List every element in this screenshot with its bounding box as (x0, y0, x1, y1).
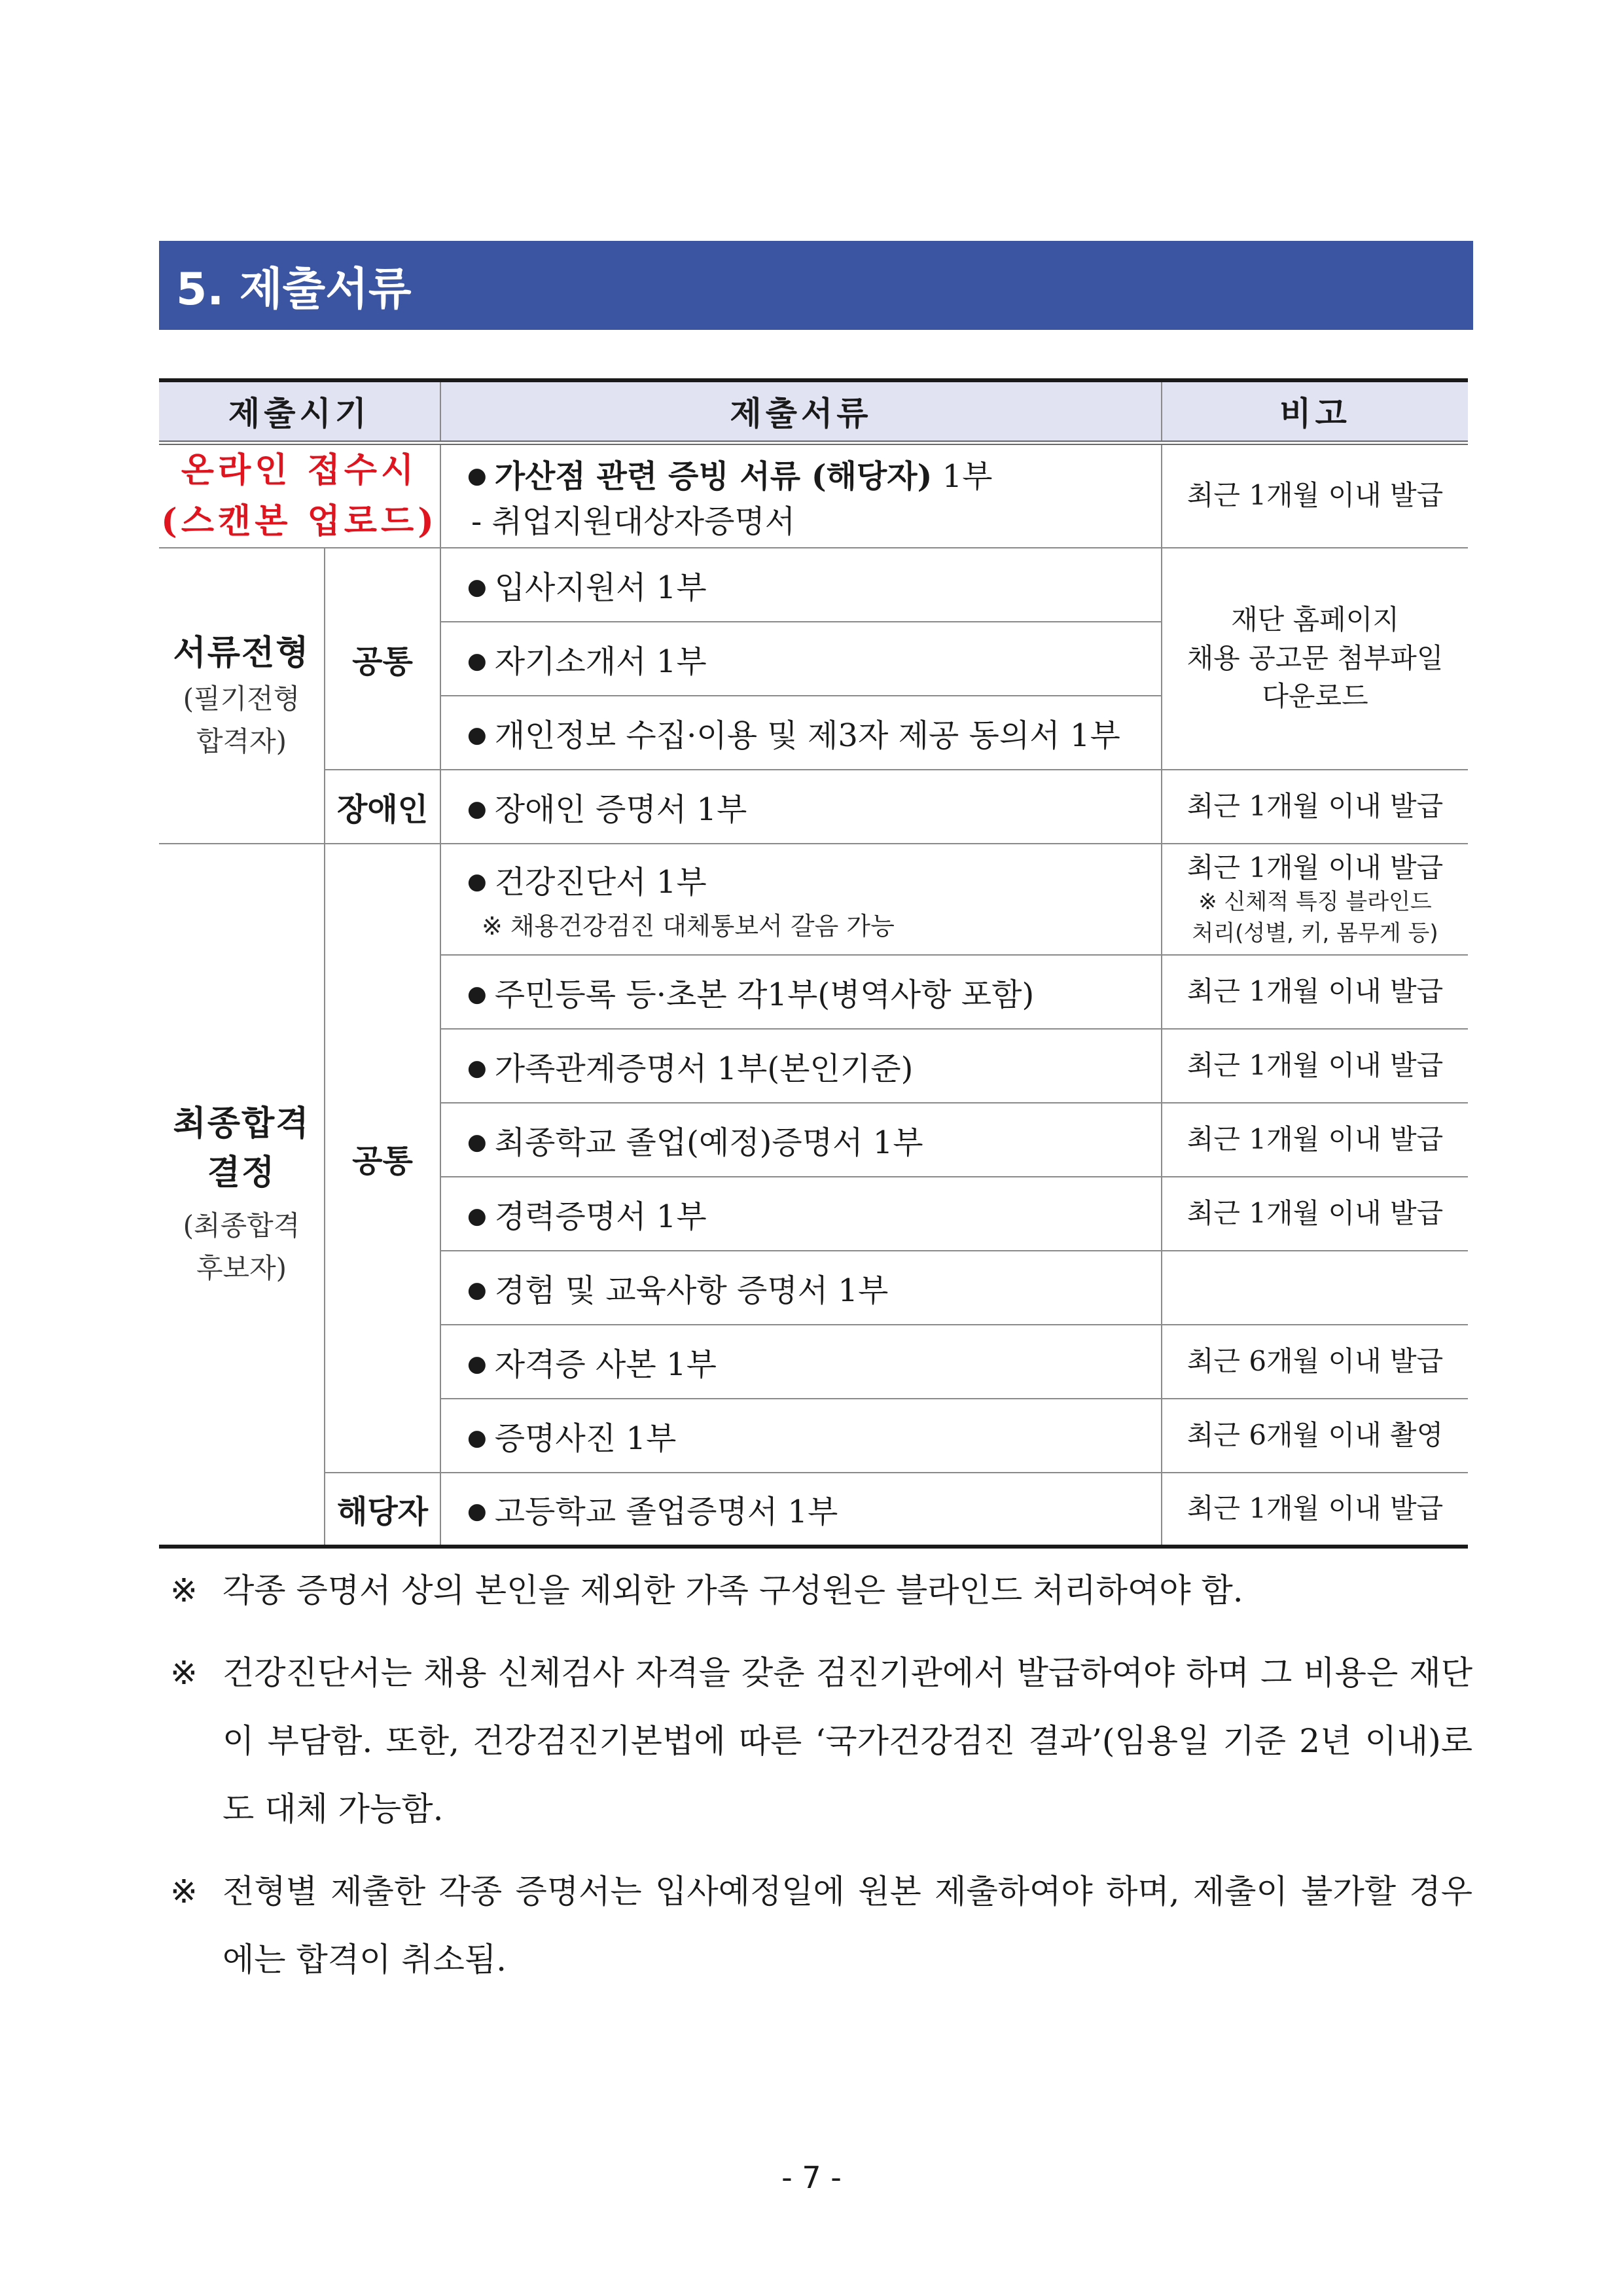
disabled-doc-cell (440, 770, 1162, 844)
final-stage-title2: 결정 (207, 1153, 276, 1193)
screening-stage-sub1: (필기전형 (183, 683, 300, 715)
health-remark-line3: 처리(성별, 키, 몸무게 등) (1192, 920, 1438, 946)
health-doc-text: 건강진단서 1부 (494, 863, 707, 901)
final-remark: 최근 1개월 이내 발급 (1162, 1103, 1468, 1177)
screening-doc-cell (440, 548, 1162, 622)
disabled-remark: 최근 1개월 이내 발급 (1162, 770, 1468, 844)
screening-doc-text: 입사지원서 1부 (494, 569, 707, 606)
final-remark: 최근 1개월 이내 발급 (1162, 955, 1468, 1029)
bullet-icon: ● (467, 980, 487, 1007)
note-text: 각종 증명서 상의 본인을 제외한 가족 구성원은 블라인드 처리하여야 함. (223, 1571, 1243, 1609)
screening-remark-line3: 다운로드 (1262, 680, 1368, 713)
final-doc-cell (440, 1251, 1162, 1325)
table-row (159, 442, 1468, 548)
online-doc-bold: 가산점 관련 증빙 서류 (해당자) (494, 457, 933, 495)
screening-common-label: 공통 (325, 548, 440, 770)
screening-doc-cell (440, 696, 1162, 770)
final-remark: 최근 6개월 이내 촬영 (1162, 1399, 1468, 1473)
online-doc-cell (440, 442, 1162, 548)
final-remark: 최근 1개월 이내 발급 (1162, 1177, 1468, 1251)
final-doc-text: 주민등록 등·초본 각1부(병역사항 포함) (494, 976, 1035, 1013)
final-stage-sub2: 후보자) (196, 1251, 287, 1284)
applicable-remark: 최근 1개월 이내 발급 (1162, 1473, 1468, 1547)
bullet-icon: ● (467, 462, 487, 489)
final-stage-title1: 최종합격 (173, 1103, 310, 1144)
bullet-icon: ● (467, 647, 487, 674)
bullet-icon: ● (467, 1202, 487, 1229)
health-doc-cell (440, 844, 1162, 955)
section-title-bar (159, 241, 1473, 330)
online-timing-cell (159, 442, 440, 548)
final-doc-text: 최종학교 졸업(예정)증명서 1부 (494, 1124, 923, 1161)
bullet-icon: ● (467, 1350, 487, 1377)
online-timing-line2: (스캔본 업로드) (161, 501, 438, 541)
page-number: - 7 - (781, 2160, 842, 2195)
health-remark-line1: 최근 1개월 이내 발급 (1186, 851, 1444, 884)
final-doc-text: 증명사진 1부 (494, 1420, 677, 1457)
health-remark-line2: ※ 신체적 특징 블라인드 (1198, 889, 1432, 916)
online-remark: 최근 1개월 이내 발급 (1162, 442, 1468, 548)
bullet-icon: ● (467, 1276, 487, 1303)
screening-doc-text: 개인정보 수집·이용 및 제3자 제공 동의서 1부 (494, 717, 1120, 754)
note-item (170, 1556, 1472, 1624)
online-doc-sub: - 취업지원대상자증명서 (471, 503, 796, 540)
table-row (159, 844, 1468, 955)
header-timing: 제출시기 (159, 380, 440, 442)
online-doc-qty: 1부 (932, 457, 993, 495)
screening-stage-sub2: 합격자) (196, 725, 287, 758)
final-doc-cell (440, 1029, 1162, 1103)
note-item (170, 1639, 1472, 1843)
bullet-icon: ● (467, 868, 487, 895)
note-item (170, 1857, 1472, 1994)
screening-doc-text: 자기소개서 1부 (494, 643, 707, 680)
header-remarks: 비고 (1162, 380, 1468, 442)
final-remark: 최근 1개월 이내 발급 (1162, 1029, 1468, 1103)
online-timing-line1: 온라인 접수시 (181, 450, 418, 490)
final-doc-text: 경력증명서 1부 (494, 1198, 707, 1235)
final-stage-cell (159, 844, 325, 1547)
disabled-doc-text: 장애인 증명서 1부 (494, 791, 747, 828)
table-header-row (159, 380, 1468, 442)
screening-disabled-label: 장애인 (325, 770, 440, 844)
final-doc-text: 자격증 사본 1부 (494, 1346, 717, 1383)
note-text: 건강진단서는 채용 신체검사 자격을 갖춘 검진기관에서 발급하여야 하며 그 비용은 재단이 부담함. 또한, 건강검진기본법에 따른 ‘국가건강검진 결과’(임용일 기준 2년 이내)로도 대체 가능함. (223, 1654, 1472, 1828)
bullet-icon: ● (467, 795, 487, 822)
final-doc-cell (440, 955, 1162, 1029)
health-doc-sub: ※ 채용건강검진 대체통보서 갈음 가능 (482, 911, 895, 941)
screening-remark-line1: 재단 홈페이지 (1231, 603, 1399, 636)
final-common-label: 공통 (325, 844, 440, 1473)
final-doc-text: 가족관계증명서 1부(본인기준) (494, 1050, 914, 1087)
final-doc-text: 경험 및 교육사항 증명서 1부 (494, 1272, 889, 1309)
bullet-icon: ● (467, 573, 487, 600)
bullet-icon: ● (467, 1424, 487, 1451)
final-doc-cell (440, 1177, 1162, 1251)
bullet-icon: ● (467, 721, 487, 748)
header-documents: 제출서류 (440, 380, 1162, 442)
documents-table (159, 378, 1468, 1549)
bullet-icon: ● (467, 1054, 487, 1081)
final-remark (1162, 1251, 1468, 1325)
section-title: 5. 제출서류 (176, 263, 412, 315)
table-row (159, 770, 1468, 844)
final-doc-cell (440, 1325, 1162, 1399)
reference-mark-icon: ※ (170, 1654, 198, 1692)
reference-mark-icon: ※ (170, 1873, 198, 1910)
table-row (159, 1473, 1468, 1547)
final-stage-sub1: (최종합격 (183, 1209, 300, 1242)
applicable-doc-text: 고등학교 졸업증명서 1부 (494, 1493, 838, 1530)
final-applicable-label: 해당자 (325, 1473, 440, 1547)
screening-remark-line2: 채용 공고문 첨부파일 (1186, 641, 1444, 674)
screening-stage-title: 서류전형 (173, 632, 310, 673)
screening-stage-cell (159, 548, 325, 844)
bullet-icon: ● (467, 1498, 487, 1524)
note-text: 전형별 제출한 각종 증명서는 입사예정일에 원본 제출하여야 하며, 제출이 불가할 경우에는 합격이 취소됨. (223, 1873, 1472, 1979)
screening-doc-cell (440, 622, 1162, 696)
screening-common-remark (1162, 548, 1468, 770)
notes-section (170, 1556, 1472, 2008)
final-doc-cell (440, 1399, 1162, 1473)
reference-mark-icon: ※ (170, 1571, 198, 1609)
health-remark (1162, 844, 1468, 955)
applicable-doc-cell (440, 1473, 1162, 1547)
table-row (159, 548, 1468, 622)
bullet-icon: ● (467, 1128, 487, 1155)
final-doc-cell (440, 1103, 1162, 1177)
final-remark: 최근 6개월 이내 발급 (1162, 1325, 1468, 1399)
